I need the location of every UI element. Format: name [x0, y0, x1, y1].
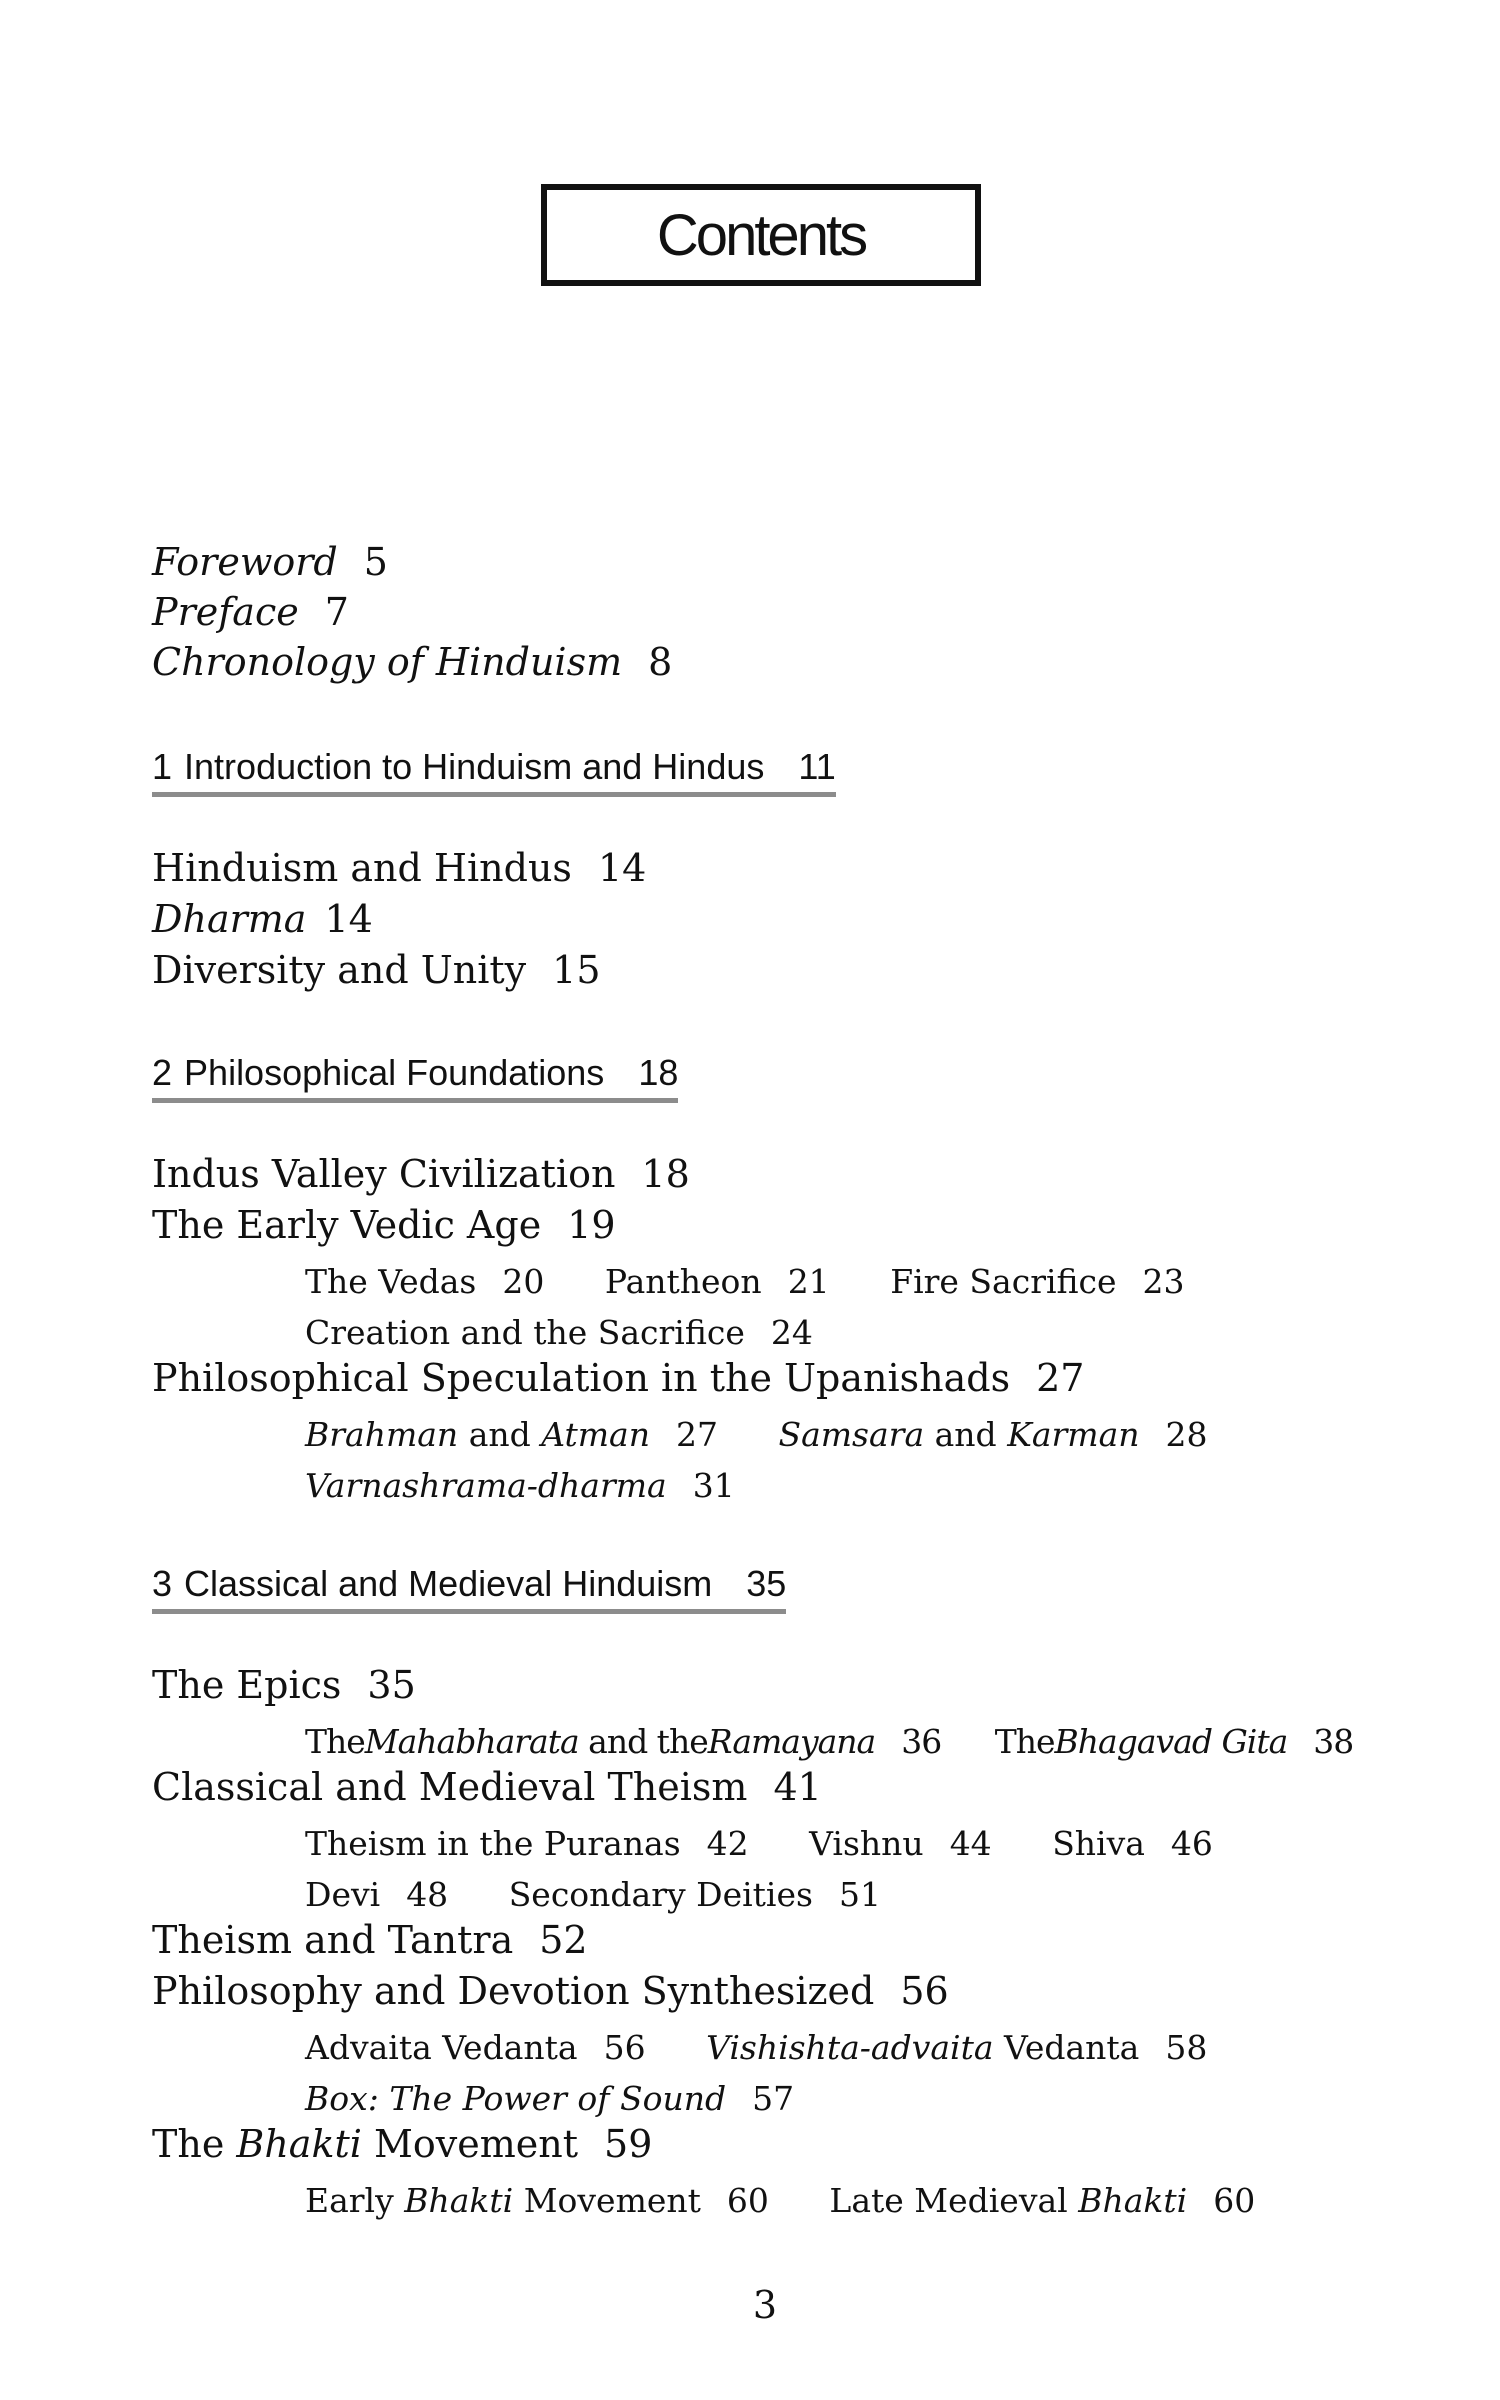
- entry-page: 5: [363, 540, 388, 584]
- entry-label: Theism and Tantra: [152, 1918, 514, 1962]
- entry-page: 48: [406, 1875, 449, 1914]
- subentry[interactable]: [305, 2181, 769, 2220]
- entry-page: 8: [648, 640, 673, 684]
- entry-page: 24: [770, 1313, 813, 1352]
- entry-page: 60: [1213, 2181, 1256, 2220]
- entry-label: Bhagavad Gita: [1054, 1722, 1288, 1761]
- entry-label: Pantheon: [604, 1262, 762, 1301]
- entry-label-a: Samsara: [778, 1415, 925, 1454]
- toc-subentry-row: [305, 2028, 1207, 2067]
- entry-page: 59: [604, 2122, 653, 2166]
- entry-page: 23: [1142, 1262, 1185, 1301]
- entry-page: 18: [641, 1152, 690, 1196]
- entry-page: 51: [838, 1875, 881, 1914]
- entry-label: Foreword: [152, 540, 338, 584]
- entry-label-b: Ramayana: [707, 1722, 876, 1761]
- entry-page: 38: [1313, 1722, 1354, 1761]
- toc-entry[interactable]: [152, 1765, 822, 1809]
- entry-prefix: Late Medieval: [829, 2181, 1068, 2220]
- toc-entry[interactable]: [152, 1918, 588, 1962]
- subentry[interactable]: [305, 1824, 749, 1863]
- page-title: Contents: [656, 202, 866, 268]
- toc-entry[interactable]: [152, 948, 601, 992]
- entry-page: 42: [706, 1824, 749, 1863]
- chapter-page: 35: [746, 1563, 787, 1604]
- entry-conjunction: and: [468, 1415, 531, 1454]
- entry-label-b: Karman: [1007, 1415, 1140, 1454]
- toc-subentry-row: [305, 1415, 1208, 1454]
- entry-label: Advaita Vedanta: [305, 2028, 578, 2067]
- chapter-title: Philosophical Foundations: [184, 1052, 605, 1093]
- entry-page: 58: [1165, 2028, 1208, 2067]
- subentry[interactable]: [305, 1875, 448, 1914]
- toc-subentry-row: [305, 1875, 881, 1914]
- chapter-number: 3: [152, 1563, 173, 1604]
- subentry[interactable]: [305, 1722, 941, 1761]
- entry-page: 27: [1036, 1356, 1085, 1400]
- entry-page: 27: [675, 1415, 718, 1454]
- entry-label: Creation and the Sacrifice: [305, 1313, 745, 1352]
- entry-conjunction: and: [934, 1415, 997, 1454]
- toc-entry[interactable]: [152, 846, 646, 890]
- subentry[interactable]: [305, 1415, 718, 1454]
- chapter-number: 1: [152, 746, 173, 787]
- entry-label: Preface: [152, 590, 299, 634]
- entry-label: Diversity and Unity: [152, 948, 527, 992]
- entry-label: Vishnu: [809, 1824, 924, 1863]
- entry-label: Mahabharata: [364, 1722, 579, 1761]
- toc-subentry-row: [305, 1722, 1353, 1761]
- entry-label: Dharma: [152, 897, 307, 941]
- entry-label: The Vedas: [305, 1262, 477, 1301]
- entry-label-a: Brahman: [305, 1415, 459, 1454]
- page-number: 3: [752, 2283, 778, 2327]
- subentry[interactable]: [305, 2079, 794, 2118]
- entry-label: Bhakti: [404, 2181, 514, 2220]
- chapter-1-heading[interactable]: [152, 746, 836, 797]
- entry-page: 56: [603, 2028, 646, 2067]
- subentry[interactable]: [1052, 1824, 1213, 1863]
- entry-page: 35: [367, 1663, 416, 1707]
- toc-subentry-row: [305, 1824, 1213, 1863]
- toc-entry[interactable]: [152, 1203, 616, 1247]
- toc-entry[interactable]: [152, 897, 373, 941]
- toc-entry[interactable]: [152, 1663, 416, 1707]
- entry-label: Vishishta-advaita: [706, 2028, 994, 2067]
- toc-entry[interactable]: [152, 1152, 690, 1196]
- entry-page: 44: [949, 1824, 992, 1863]
- entry-suffix: Vedanta: [1004, 2028, 1140, 2067]
- toc-entry[interactable]: [152, 1356, 1084, 1400]
- subentry[interactable]: [305, 1313, 813, 1352]
- entry-page: 14: [324, 897, 373, 941]
- subentry[interactable]: [890, 1262, 1184, 1301]
- subentry[interactable]: [305, 1262, 544, 1301]
- subentry[interactable]: [778, 1415, 1207, 1454]
- entry-prefix: The: [305, 1722, 365, 1761]
- toc-subentry-row: [305, 1262, 1185, 1301]
- entry-conjunction: and the: [588, 1722, 708, 1761]
- chapter-title: Introduction to Hinduism and Hindus: [184, 746, 765, 787]
- entry-suffix: Movement: [523, 2181, 701, 2220]
- entry-label: Devi: [305, 1875, 381, 1914]
- entry-label: Fire Sacrifice: [890, 1262, 1117, 1301]
- entry-label: Secondary Deities: [508, 1875, 813, 1914]
- entry-label: Philosophical Speculation in the Upanishads: [152, 1356, 1011, 1400]
- subentry[interactable]: [305, 1466, 735, 1505]
- entry-suffix: Movement: [374, 2122, 579, 2166]
- toc-subentry-row: [305, 1466, 735, 1505]
- entry-page: 28: [1165, 1415, 1208, 1454]
- entry-label: The Epics: [152, 1663, 342, 1707]
- entry-page: 56: [900, 1969, 949, 2013]
- entry-label: The Early Vedic Age: [152, 1203, 542, 1247]
- subentry[interactable]: [829, 2181, 1255, 2220]
- chapter-page: 11: [798, 746, 836, 787]
- entry-label: Bhakti: [236, 2122, 362, 2166]
- toc-entry-chronology[interactable]: [152, 640, 672, 684]
- entry-label: Chronology of Hinduism: [152, 640, 623, 684]
- entry-page: 41: [773, 1765, 822, 1809]
- toc-entry-preface[interactable]: [152, 590, 349, 634]
- entry-label: Hinduism and Hindus: [152, 846, 572, 890]
- entry-label: Box: The Power of Sound: [305, 2079, 727, 2118]
- entry-page: 36: [901, 1722, 942, 1761]
- entry-page: 60: [726, 2181, 769, 2220]
- entry-page: 7: [324, 590, 349, 634]
- entry-page: 15: [552, 948, 601, 992]
- toc-subentry-row: [305, 2181, 1255, 2220]
- subentry[interactable]: [509, 1875, 881, 1914]
- toc-entry-foreword[interactable]: [152, 540, 388, 584]
- entry-label: Theism in the Puranas: [305, 1824, 681, 1863]
- entry-page: 20: [502, 1262, 545, 1301]
- subentry[interactable]: [305, 2028, 646, 2067]
- entry-label-b: Atman: [541, 1415, 650, 1454]
- chapter-page: 18: [638, 1052, 679, 1093]
- chapter-3-heading[interactable]: [152, 1563, 786, 1614]
- entry-prefix: Early: [305, 2181, 394, 2220]
- entry-prefix: The: [994, 1722, 1055, 1761]
- chapter-title: Classical and Medieval Hinduism: [184, 1563, 713, 1604]
- entry-page: 52: [539, 1918, 588, 1962]
- entry-page: 19: [567, 1203, 616, 1247]
- subentry[interactable]: [605, 1262, 830, 1301]
- entry-label: Indus Valley Civilization: [152, 1152, 616, 1196]
- subentry[interactable]: [809, 1824, 992, 1863]
- subentry[interactable]: [995, 1722, 1354, 1761]
- toc-entry[interactable]: [152, 2122, 652, 2166]
- entry-label: Shiva: [1052, 1824, 1145, 1863]
- chapter-number: 2: [152, 1052, 173, 1093]
- entry-label: Classical and Medieval Theism: [152, 1765, 748, 1809]
- toc-entry[interactable]: [152, 1969, 949, 2013]
- chapter-2-heading[interactable]: [152, 1052, 678, 1103]
- entry-label: Varnashrama-dharma: [305, 1466, 667, 1505]
- entry-page: 46: [1170, 1824, 1213, 1863]
- toc-subentry-row: [305, 1313, 813, 1352]
- entry-prefix: The: [152, 2122, 225, 2166]
- entry-page: 14: [597, 846, 647, 890]
- title-box: [541, 184, 981, 286]
- entry-page: 31: [692, 1466, 735, 1505]
- toc-subentry-row: [305, 2079, 794, 2118]
- entry-page: 21: [787, 1262, 830, 1301]
- entry-label: Bhakti: [1078, 2181, 1188, 2220]
- entry-label: Philosophy and Devotion Synthesized: [152, 1969, 875, 2013]
- entry-page: 57: [752, 2079, 795, 2118]
- subentry[interactable]: [706, 2028, 1207, 2067]
